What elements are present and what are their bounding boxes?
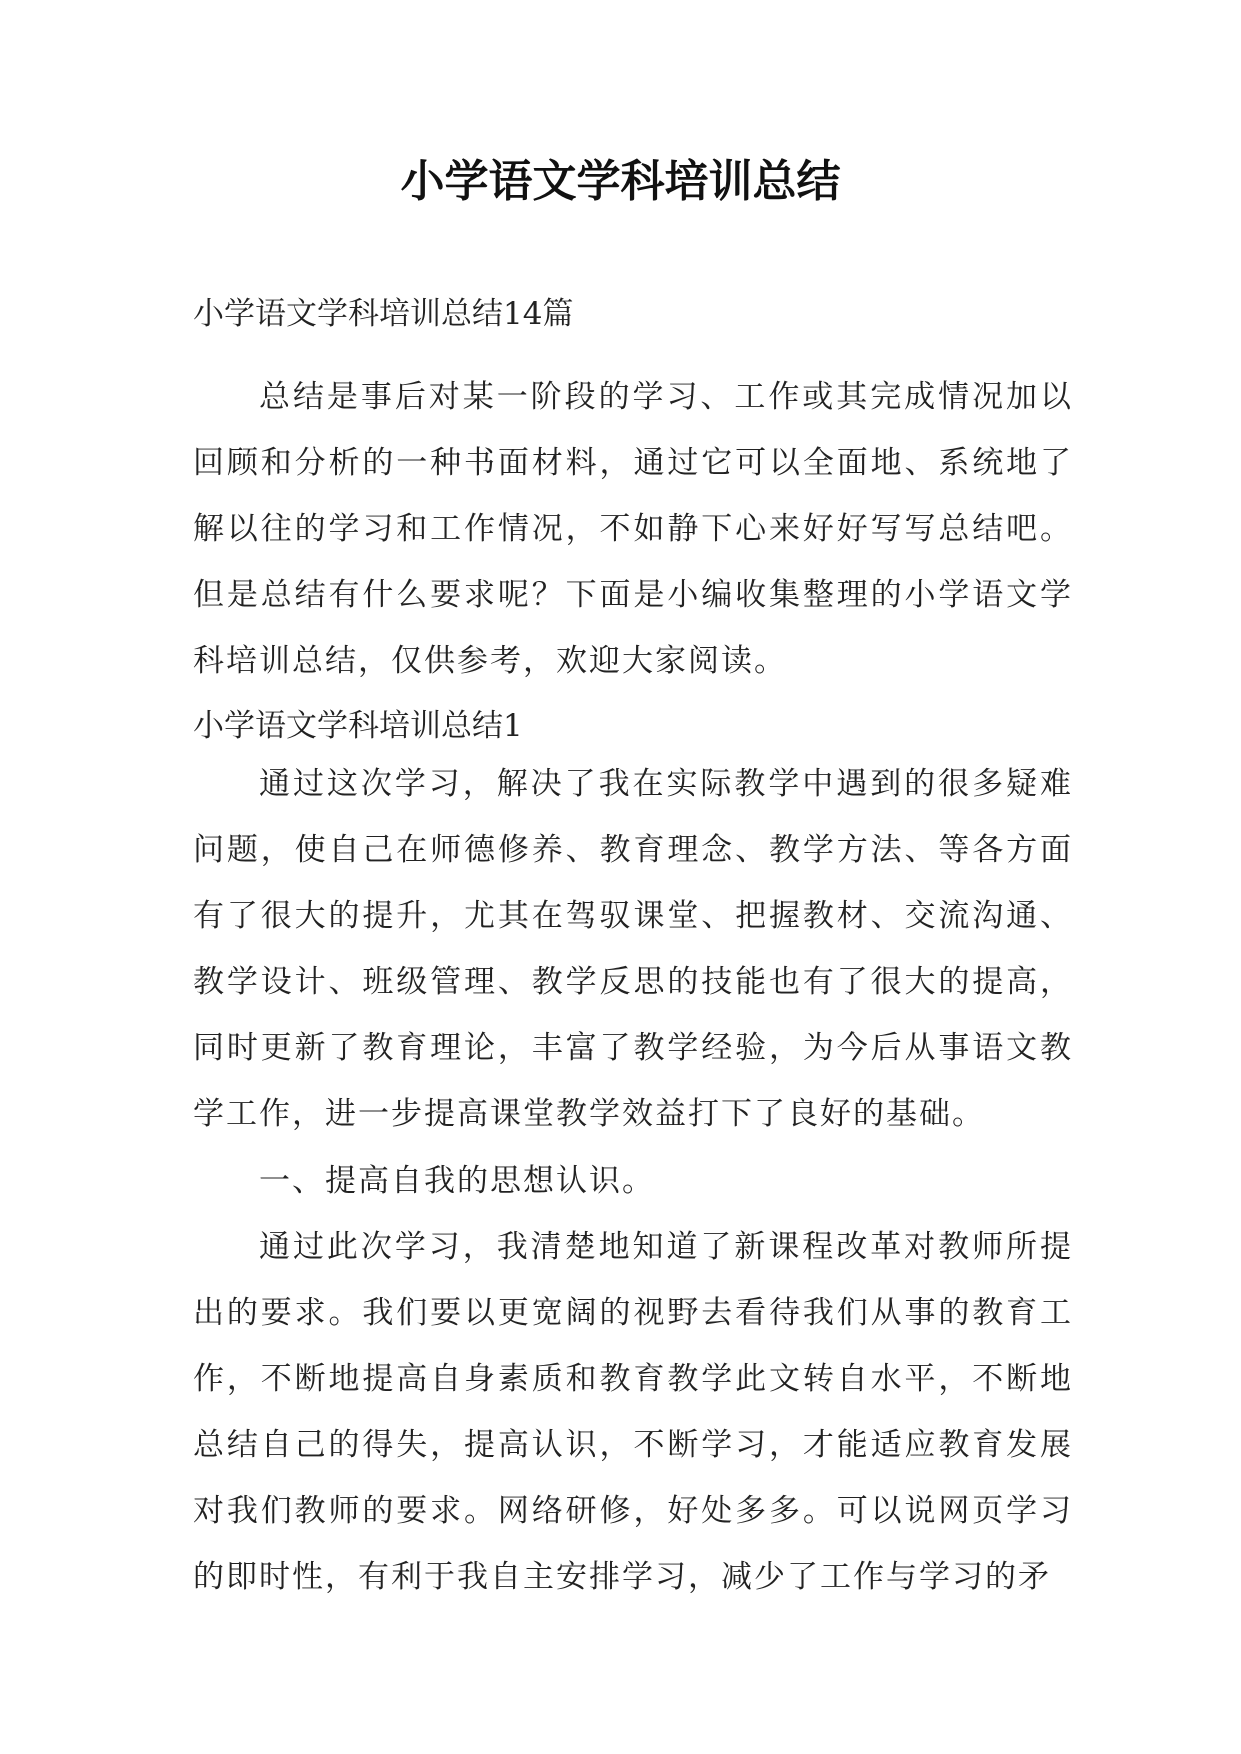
page-title: 小学语文学科培训总结: [400, 156, 841, 207]
intro-paragraph: 总结是事后对某一阶段的学习、工作或其完成情况加以回顾和分析的一种书面材料，通过它可以全面地、系统地了解以往的学习和工作情况，不如静下心来好好写写总结吧。但是总结有什么要求呢？下面是小编收集整理的小学语文学科培训总结，仅供参考，欢迎大家阅读。: [193, 379, 1073, 679]
section-paragraph: 通过此次学习，我清楚地知道了新课程改革对教师所提出的要求。我们要以更宽阔的视野去看待我们从事的教育工作，不断地提高自身素质和教育教学此文转自水平，不断地总结自己的得失，提高认识，不断学习，才能适应教育发展对我们教师的要求。网络研修，好处多多。可以说网页学习的即时性，有利于我自主安排学习，减少了工作与学习的矛: [193, 1229, 1073, 1595]
section-heading: 小学语文学科培训总结1: [193, 708, 523, 744]
section-point: 一、提高自我的思想认识。: [259, 1163, 655, 1199]
section-paragraph: 通过这次学习，解决了我在实际教学中遇到的很多疑难问题，使自己在师德修养、教育理念、教学方法、等各方面有了很大的提升，尤其在驾驭课堂、把握教材、交流沟通、教学设计、班级管理、教学反思的技能也有了很大的提高，同时更新了教育理论，丰富了教学经验，为今后从事语文教学工作，进一步提高课堂教学效益打下了良好的基础。: [193, 766, 1073, 1132]
document-subtitle: 小学语文学科培训总结14篇: [193, 296, 574, 332]
